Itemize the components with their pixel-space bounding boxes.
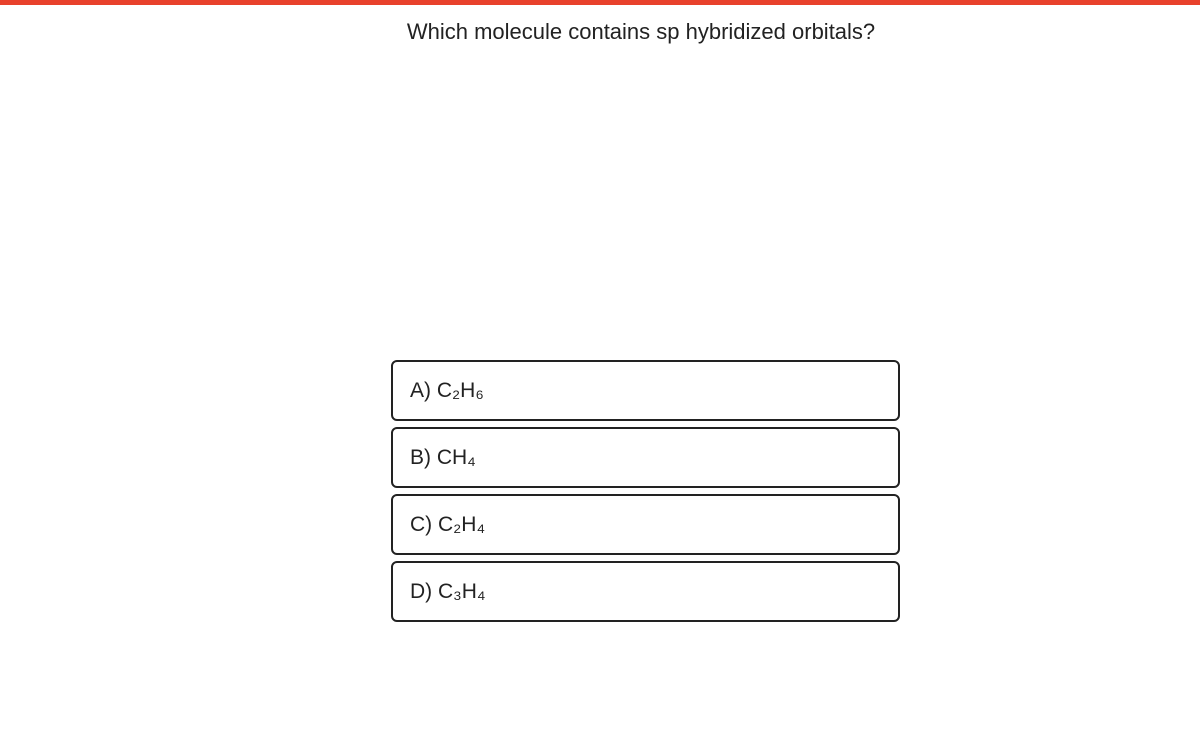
answer-option-b[interactable] xyxy=(391,427,900,488)
answer-option-c[interactable] xyxy=(391,494,900,555)
answer-options xyxy=(391,360,900,628)
answer-option-d[interactable] xyxy=(391,561,900,622)
answer-option-label: C) C₂H₄ xyxy=(410,512,486,536)
answer-option-label: A) C₂H₆ xyxy=(410,378,484,402)
top-accent-bar xyxy=(0,0,1200,5)
question-text: Which molecule contains sp hybridized orbitals? xyxy=(406,19,876,44)
answer-option-label: D) C₃H₄ xyxy=(410,579,486,603)
answer-option-a[interactable] xyxy=(391,360,900,421)
answer-option-label: B) CH₄ xyxy=(410,445,476,469)
